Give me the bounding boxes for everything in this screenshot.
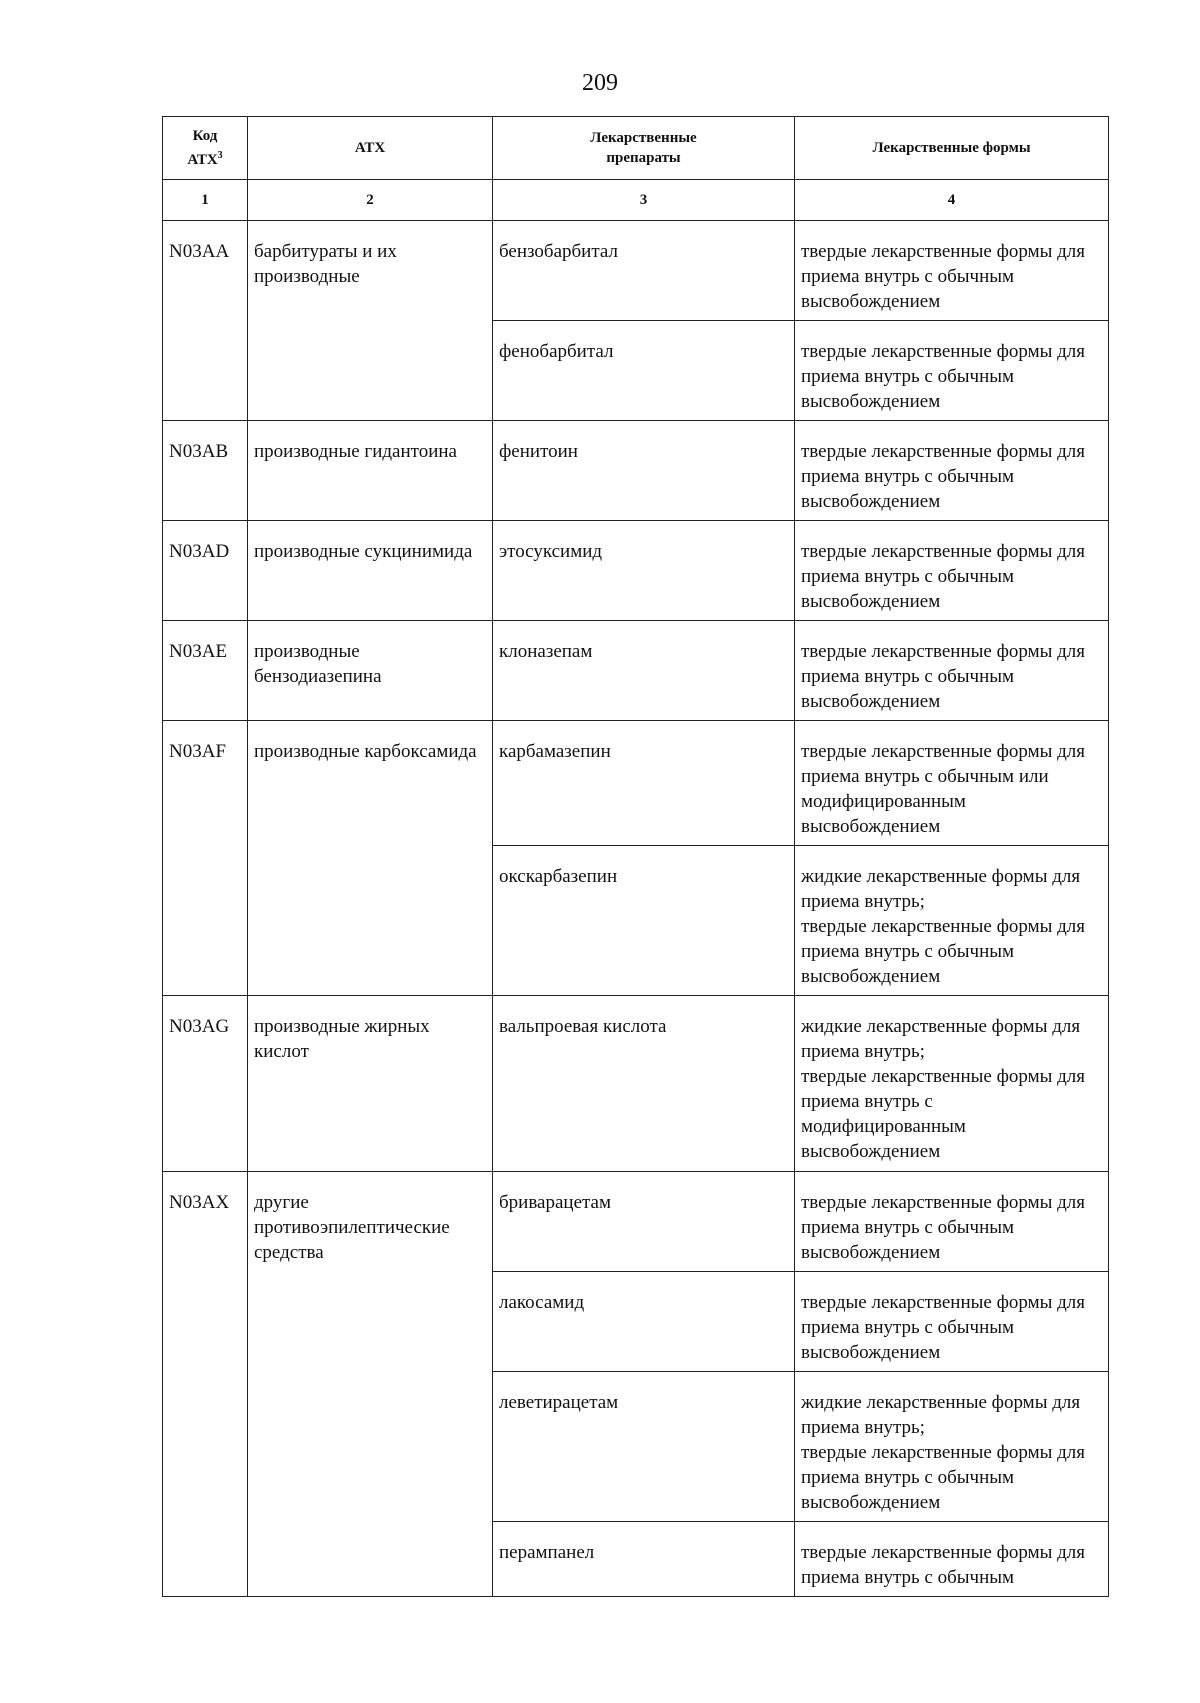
atx-group-cell: производные жирных кислот [248, 996, 493, 1172]
table-row [163, 221, 1109, 321]
atx-code-cell: N03AX [163, 1172, 248, 1597]
table-row [163, 621, 1109, 721]
table-row [163, 996, 1109, 1172]
table-row [163, 1172, 1109, 1272]
drug-name-cell: бензобарбитал [493, 221, 795, 321]
dosage-form-cell: твердые лекарственные формы для приема внутрь с обычным высвобождением [795, 221, 1109, 321]
drug-name-cell: этосуксимид [493, 521, 795, 621]
column-number: 2 [248, 180, 493, 221]
atx-group-cell: производные гидантоина [248, 421, 493, 521]
column-number: 1 [163, 180, 248, 221]
column-number: 4 [795, 180, 1109, 221]
dosage-form-cell: твердые лекарственные формы для приема внутрь с обычным [795, 1522, 1109, 1597]
drug-name-cell: бриварацетам [493, 1172, 795, 1272]
table-row [163, 521, 1109, 621]
dosage-form-cell: жидкие лекарственные формы для приема внутрь; твердые лекарственные формы для приема внутрь с модифицированным высвобождением [795, 996, 1109, 1172]
atx-code-cell: N03AD [163, 521, 248, 621]
page-number: 209 [582, 70, 618, 96]
header-code [163, 117, 248, 180]
atx-code-cell: N03AA [163, 221, 248, 421]
drug-name-cell: окскарбазепин [493, 846, 795, 996]
table-row [163, 721, 1109, 846]
dosage-form-cell: твердые лекарственные формы для приема внутрь с обычным высвобождением [795, 621, 1109, 721]
table-row [163, 421, 1109, 521]
dosage-form-cell: твердые лекарственные формы для приема внутрь с обычным или модифицированным высвобождением [795, 721, 1109, 846]
dosage-form-cell: твердые лекарственные формы для приема внутрь с обычным высвобождением [795, 521, 1109, 621]
atx-group-cell: производные сукцинимида [248, 521, 493, 621]
header-forms: Лекарственные формы [795, 117, 1109, 180]
header-code-line2: АТХ [187, 152, 218, 168]
column-number-row [163, 180, 1109, 221]
atx-group-cell: производные бензодиазепина [248, 621, 493, 721]
column-number: 3 [493, 180, 795, 221]
table-header-row [163, 117, 1109, 180]
atx-code-cell: N03AE [163, 621, 248, 721]
drug-name-cell: клоназепам [493, 621, 795, 721]
footnote-marker: 3 [217, 150, 223, 161]
atx-group-cell: другие противоэпилептические средства [248, 1172, 493, 1597]
dosage-form-cell: жидкие лекарственные формы для приема внутрь; твердые лекарственные формы для приема внутрь с обычным высвобождением [795, 846, 1109, 996]
header-drugs-line2: препараты [606, 150, 681, 166]
drug-name-cell: леветирацетам [493, 1372, 795, 1522]
atx-group-cell: производные карбоксамида [248, 721, 493, 996]
atx-code-cell: N03AB [163, 421, 248, 521]
header-drugs [493, 117, 795, 180]
dosage-form-cell: твердые лекарственные формы для приема внутрь с обычным высвобождением [795, 1172, 1109, 1272]
drug-name-cell: фенитоин [493, 421, 795, 521]
dosage-form-cell: твердые лекарственные формы для приема внутрь с обычным высвобождением [795, 321, 1109, 421]
drug-name-cell: вальпроевая кислота [493, 996, 795, 1172]
drug-name-cell: фенобарбитал [493, 321, 795, 421]
header-atx: АТХ [248, 117, 493, 180]
atx-drug-table [162, 116, 1109, 1597]
header-drugs-line1: Лекарственные [590, 130, 697, 146]
dosage-form-cell: твердые лекарственные формы для приема внутрь с обычным высвобождением [795, 421, 1109, 521]
header-code-line1: Код [192, 128, 218, 144]
drug-name-cell: карбамазепин [493, 721, 795, 846]
atx-code-cell: N03AG [163, 996, 248, 1172]
drug-name-cell: перампанел [493, 1522, 795, 1597]
atx-group-cell: барбитураты и их производные [248, 221, 493, 421]
drug-name-cell: лакосамид [493, 1272, 795, 1372]
dosage-form-cell: твердые лекарственные формы для приема внутрь с обычным высвобождением [795, 1272, 1109, 1372]
dosage-form-cell: жидкие лекарственные формы для приема внутрь; твердые лекарственные формы для приема внутрь с обычным высвобождением [795, 1372, 1109, 1522]
atx-code-cell: N03AF [163, 721, 248, 996]
